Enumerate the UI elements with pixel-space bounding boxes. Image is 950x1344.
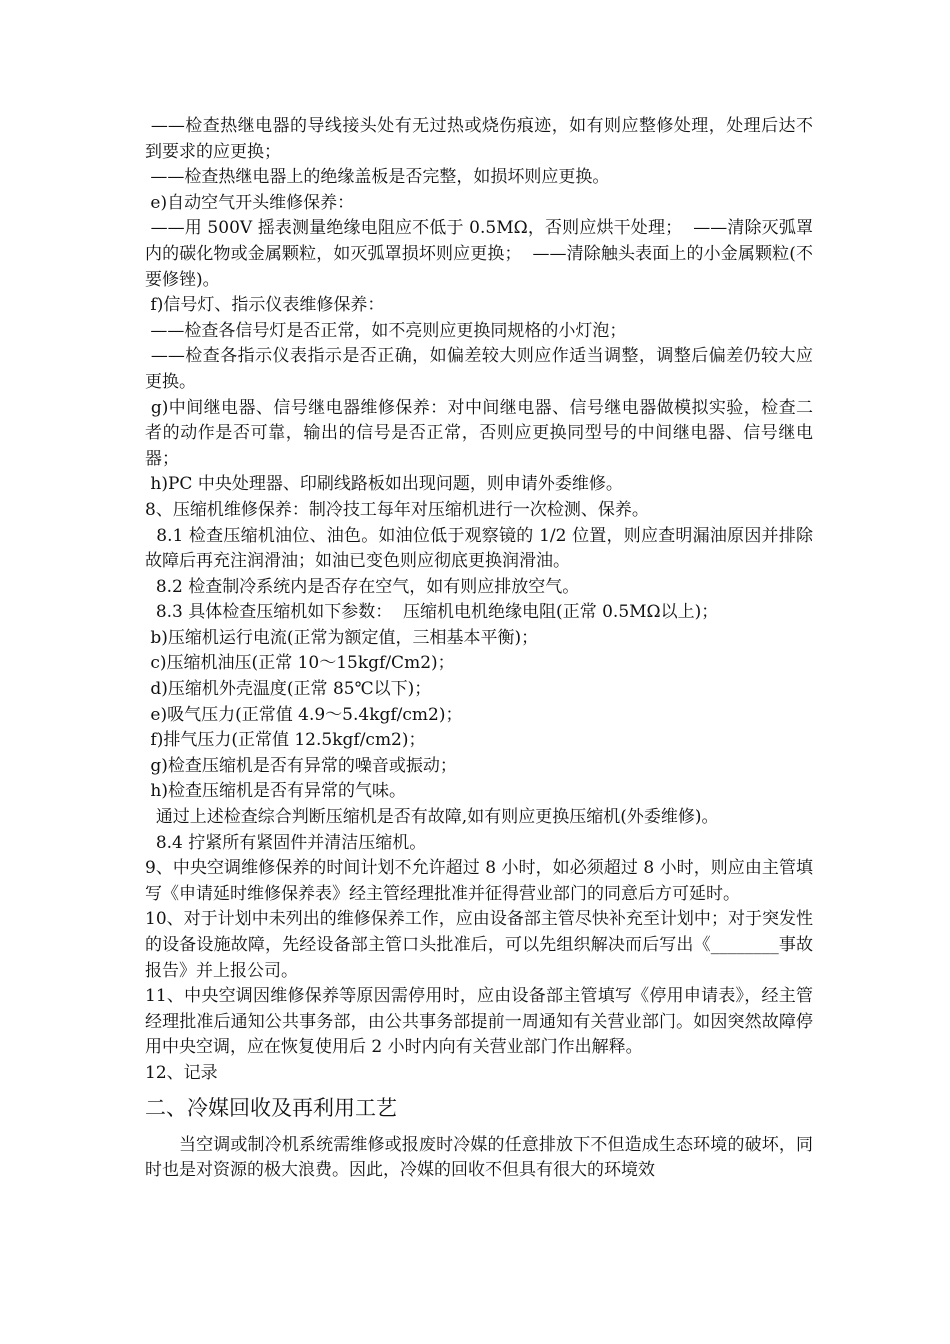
text-line: b)压缩机运行电流(正常为额定值，三相基本平衡)； — [145, 627, 539, 648]
body-paragraph: 当空调或制冷机系统需维修或报废时冷媒的任意排放下不但造成生态环境的破坏，同时也是对资源的极大浪费。因此，冷媒的回收不但具有很大的环境效 — [145, 1134, 813, 1181]
text-line: c)压缩机油压(正常 10～15kgf/Cm2)； — [145, 653, 455, 674]
text-line: 8、压缩机维修保养：制冷技工每年对压缩机进行一次检测、保养。 — [145, 499, 649, 520]
text-line: g)检查压缩机是否有异常的噪音或振动； — [145, 755, 457, 776]
text-line: ——检查热继电器上的绝缘盖板是否完整，如损坏则应更换。 — [145, 167, 610, 188]
text-line: 10、对于计划中未列出的维修保养工作，应由设备部主管尽快补充至计划中；对于突发性的设备设施故障，先经设备部主管口头批准后，可以先组织解决而后写出《________事故报告》并上报公司。 — [145, 909, 813, 981]
text-line: 通过上述检查综合判断压缩机是否有故障,如有则应更换压缩机(外委维修)。 — [145, 807, 719, 828]
text-line: h)检查压缩机是否有异常的气味。 — [145, 781, 406, 802]
text-line: ——检查各指示仪表指示是否正确，如偏差较大则应作适当调整，调整后偏差仍较大应更换。 — [145, 346, 814, 392]
text-line: 8.1 检查压缩机油位、油色。如油位低于观察镜的 1/2 位置，则应查明漏油原因并排除故障后再充注润滑油；如油已变色则应彻底更换润滑油。 — [145, 525, 813, 572]
text-line: d)压缩机外壳温度(正常 85℃以下)； — [145, 679, 432, 700]
text-line: 9、中央空调维修保养的时间计划不允许超过 8 小时，如必须超过 8 小时，则应由主管填写《申请延时维修保养表》经主管经理批准并征得营业部门的同意后方可延时。 — [145, 858, 813, 904]
text-line: f)排气压力(正常值 12.5kgf/cm2)； — [145, 730, 426, 751]
text-line: e)吸气压力(正常值 4.9～5.4kgf/cm2)； — [145, 704, 463, 725]
text-line: ——用 500V 摇表测量绝缘电阻应不低于 0.5MΩ，否则应烘干处理； ——清除灭弧罩内的碳化物或金属颗粒，如灭弧罩损坏则应更换； ——清除触头表面上的小金属颗粒(不要修锉)。 — [145, 218, 813, 290]
text-line: e)自动空气开头维修保养： — [145, 192, 355, 213]
text-line: ——检查热继电器的导线接头处有无过热或烧伤痕迹，如有则应整修处理，处理后达不到要求的应更换； — [145, 116, 814, 162]
text-line: 12、记录 — [145, 1062, 218, 1083]
text-line: 8.4 拧紧所有紧固件并清洁压缩机。 — [145, 832, 427, 853]
text-line: g)中间继电器、信号继电器维修保养：对中间继电器、信号继电器做模拟实验，检查二者的动作是否可靠，输出的信号是否正常，否则应更换同型号的中间继电器、信号继电器； — [145, 397, 813, 469]
text-line: 8.3 具体检查压缩机如下参数： 压缩机电机绝缘电阻(正常 0.5MΩ以上)； — [145, 602, 719, 623]
text-line: 8.2 检查制冷系统内是否存在空气，如有则应排放空气。 — [145, 576, 580, 597]
text-line: 11、中央空调因维修保养等原因需停用时，应由设备部主管填写《停用申请表》，经主管经理批准后通知公共事务部，由公共事务部提前一周通知有关营业部门。如因突然故障停用中央空调，应在恢复使用后 2 小时内向有关营业部门作出解释。 — [145, 986, 813, 1058]
text-line: ——检查各信号灯是否正常，如不亮则应更换同规格的小灯泡； — [145, 320, 627, 341]
document-page — [145, 114, 813, 1184]
text-line: f)信号灯、指示仪表维修保养： — [145, 295, 385, 316]
section-heading: 二、冷媒回收及再利用工艺 — [145, 1095, 397, 1120]
text-line: h)PC 中央处理器、印刷线路板如出现问题，则申请外委维修。 — [145, 474, 623, 495]
